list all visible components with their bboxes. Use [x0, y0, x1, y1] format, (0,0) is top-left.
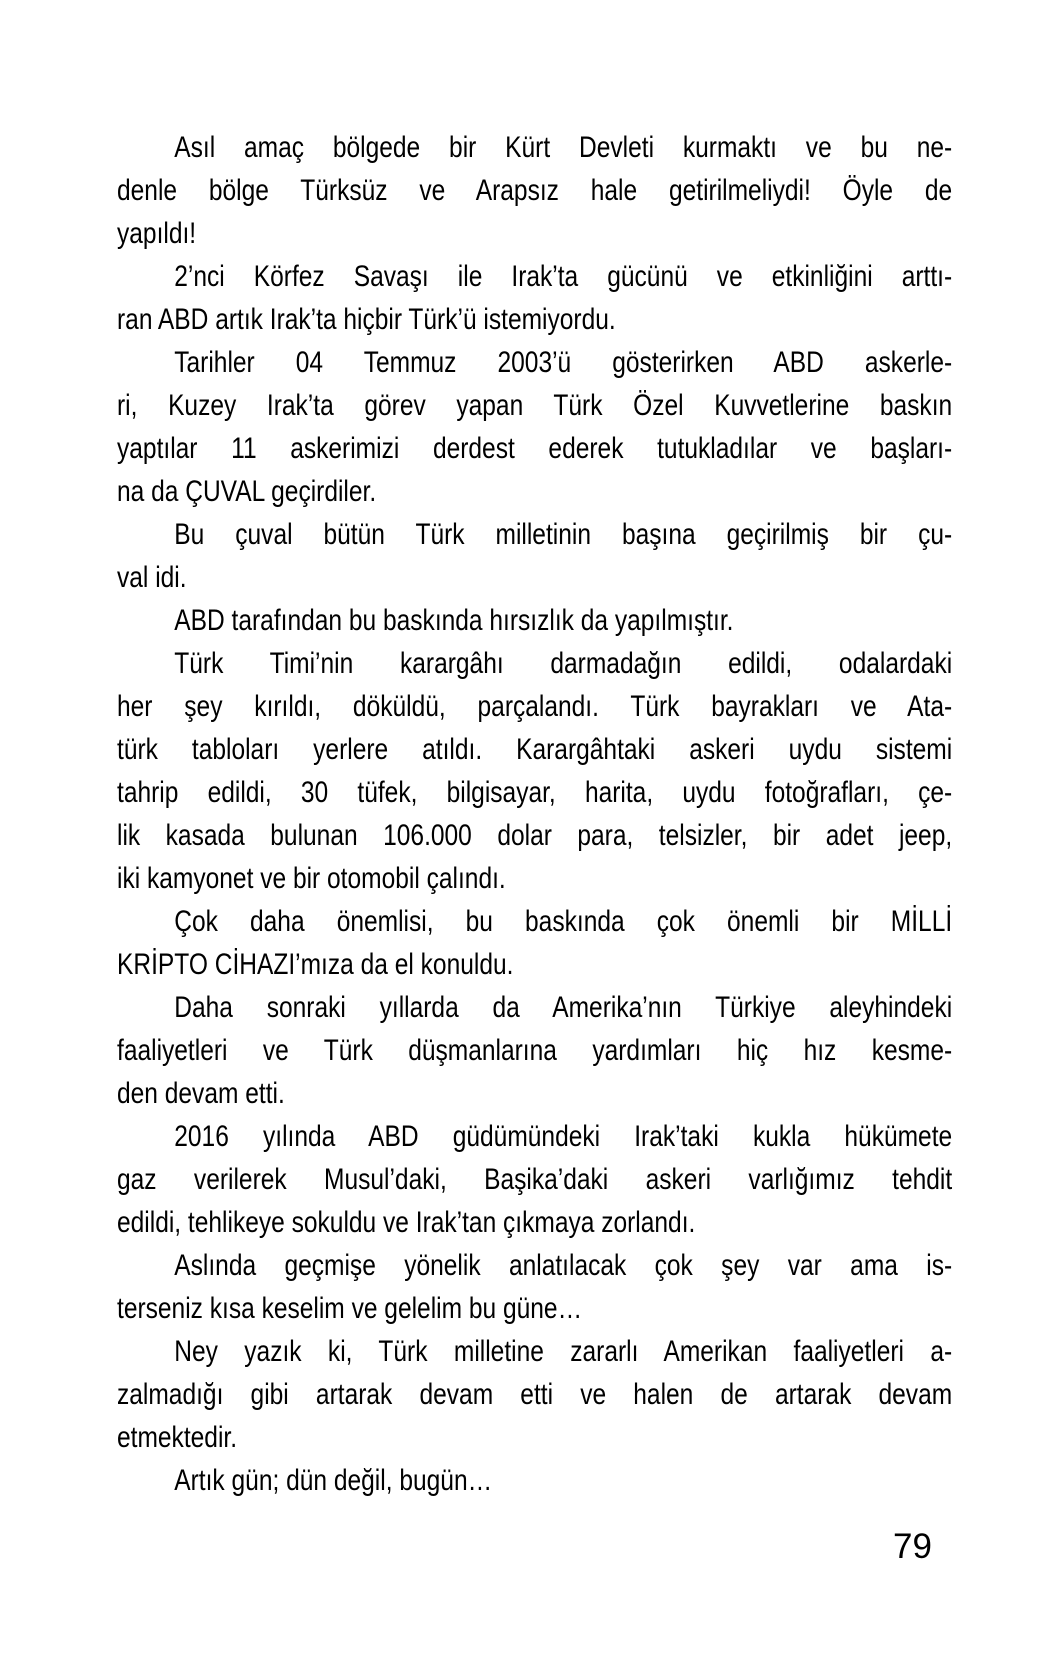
- text-line: Aslında geçmişe yönelik anlatılacak çok şey var ama is-: [174, 1249, 953, 1282]
- text-line: terseniz kısa keselim ve gelelim bu güne…: [117, 1292, 583, 1325]
- text-line: 2016 yılında ABD güdümündeki Irak’taki kukla hükümete: [174, 1120, 953, 1153]
- paragraph: [117, 1459, 952, 1502]
- text-line: Asıl amaç bölgede bir Kürt Devleti kurmaktı ve bu ne-: [174, 131, 953, 164]
- text-line: Daha sonraki yıllarda da Amerika’nın Türkiye aleyhindeki: [174, 991, 953, 1024]
- text-line: edildi, tehlikeye sokuldu ve Irak’tan çıkmaya zorlandı.: [117, 1206, 696, 1239]
- text-line: lik kasada bulunan 106.000 dolar para, telsizler, bir adet jeep,: [117, 819, 953, 852]
- text-line: Türk Timi’nin karargâhı darmadağın edildi, odalardaki: [174, 647, 953, 680]
- text-line: iki kamyonet ve bir otomobil çalındı.: [117, 862, 506, 895]
- text-line: Bu çuval bütün Türk milletinin başına geçirilmiş bir çu-: [174, 518, 953, 551]
- text-line: 2’nci Körfez Savaşı ile Irak’ta gücünü ve etkinliğini arttı-: [174, 260, 953, 293]
- text-line: etmektedir.: [117, 1421, 238, 1454]
- paragraph: [117, 900, 952, 986]
- text-line: Çok daha önemlisi, bu baskında çok önemli bir MİLLİ: [174, 905, 953, 938]
- paragraph: [117, 126, 952, 255]
- text-line: denle bölge Türksüz ve Arapsız hale getirilmeliydi! Öyle de: [117, 174, 953, 207]
- paragraph: [117, 1115, 952, 1244]
- text-line: val idi.: [117, 561, 187, 594]
- page-number: 79: [893, 1527, 932, 1566]
- text-line: yaptılar 11 askerimizi derdest ederek tutukladılar ve başları-: [117, 432, 953, 465]
- paragraph: [117, 513, 952, 599]
- text-line: na da ÇUVAL geçirdiler.: [117, 475, 377, 508]
- paragraph: [117, 1244, 952, 1330]
- paragraph: [117, 341, 952, 513]
- text-line: KRİPTO CİHAZI’mıza da el konuldu.: [117, 948, 514, 981]
- paragraph: [117, 255, 952, 341]
- paragraph: [117, 986, 952, 1115]
- text-line: her şey kırıldı, döküldü, parçalandı. Türk bayrakları ve Ata-: [117, 690, 953, 723]
- paragraph: [117, 642, 952, 900]
- text-line: Ney yazık ki, Türk milletine zararlı Amerikan faaliyetleri a-: [174, 1335, 953, 1368]
- text-line: yapıldı!: [117, 217, 197, 250]
- text-line: gaz verilerek Musul’daki, Başika’daki askeri varlığımız tehdit: [117, 1163, 953, 1196]
- text-block: [117, 126, 952, 1502]
- text-line: Tarihler 04 Temmuz 2003’ü gösterirken ABD askerle-: [174, 346, 953, 379]
- text-line: faaliyetleri ve Türk düşmanlarına yardımları hiç hız kesme-: [117, 1034, 953, 1067]
- text-line: Artık gün; dün değil, bugün…: [174, 1464, 493, 1497]
- paragraph: [117, 1330, 952, 1459]
- text-line: ABD tarafından bu baskında hırsızlık da yapılmıştır.: [174, 604, 734, 637]
- paragraph: [117, 599, 952, 642]
- text-line: den devam etti.: [117, 1077, 285, 1110]
- text-line: türk tabloları yerlere atıldı. Karargâhtaki askeri uydu sistemi: [117, 733, 953, 766]
- text-line: ri, Kuzey Irak’ta görev yapan Türk Özel Kuvvetlerine baskın: [117, 389, 953, 422]
- text-line: ran ABD artık Irak’ta hiçbir Türk’ü istemiyordu.: [117, 303, 616, 336]
- text-line: tahrip edildi, 30 tüfek, bilgisayar, harita, uydu fotoğrafları, çe-: [117, 776, 953, 809]
- text-line: zalmadığı gibi artarak devam etti ve halen de artarak devam: [117, 1378, 953, 1411]
